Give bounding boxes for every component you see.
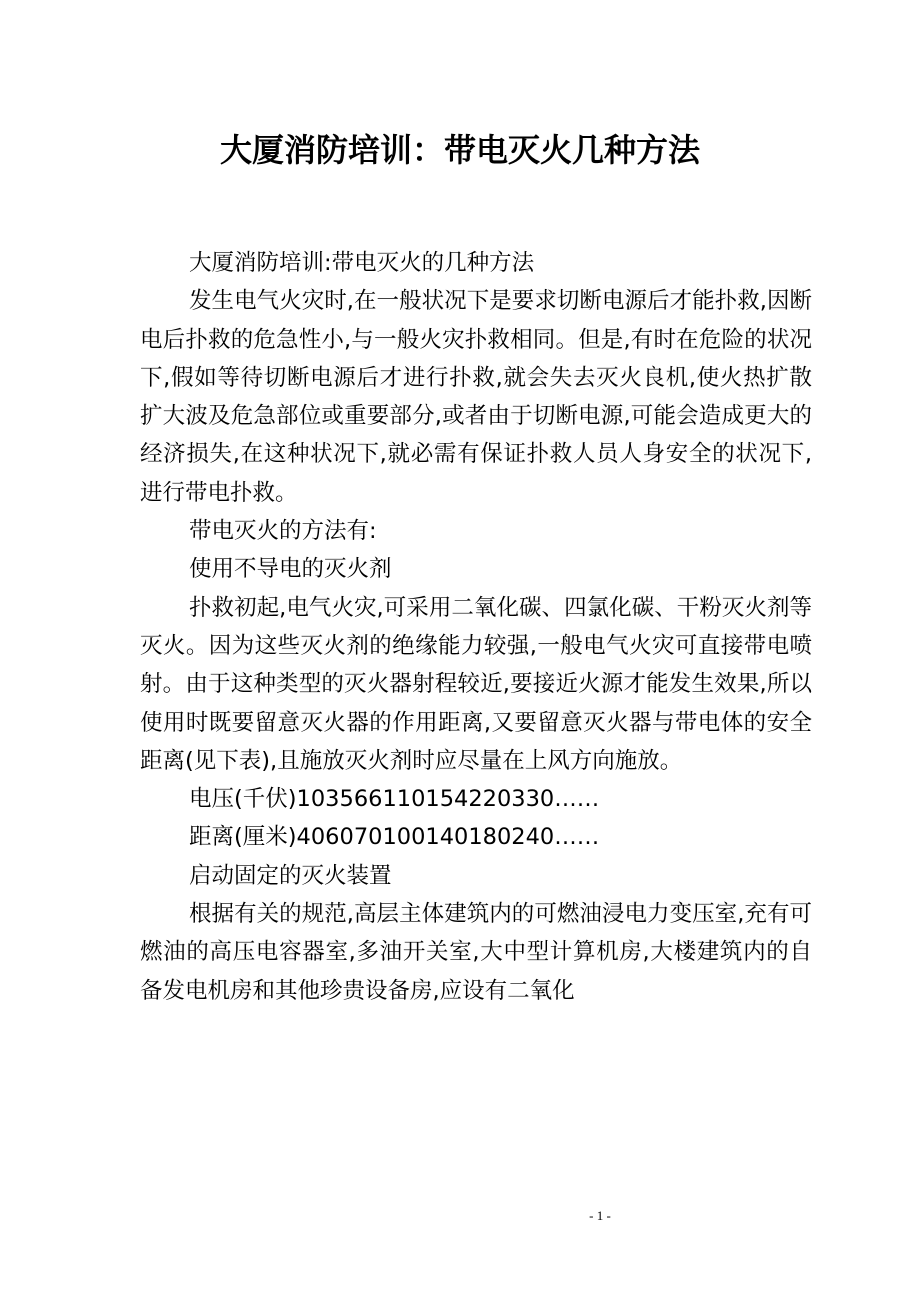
document-body (140, 244, 812, 1010)
body-paragraph: 扑救初起,电气火灾,可采用二氧化碳、四氯化碳、干粉灭火剂等灭火。因为这些灭火剂的绝缘能力较强,一般电气火灾可直接带电喷射。由于这种类型的灭火器射程较近,要接近火源才能发生效果,所以使用时既要留意灭火器的作用距离,又要留意灭火器与带电体的安全距离(见下表),且施放灭火剂时应尽量在上风方向施放。 (140, 594, 812, 774)
page-number: - 1 - (589, 1208, 611, 1223)
voltage-row: 电压(千伏)103566110154220330…… (189, 786, 600, 813)
method-intro: 带电灭火的方法有: (189, 518, 377, 545)
body-paragraph: 发生电气火灾时,在一般状况下是要求切断电源后才能扑救,因断电后扑救的危急性小,与一般火灾扑救相同。但是,有时在危险的状况下,假如等待切断电源后才进行扑救,就会失去灭火良机,使火热扩散扩大波及危急部位或重要部分,或者由于切断电源,可能会造成更大的经济损失,在这种状况下,就必需有保证扑救人员人身安全的状况下,进行带电扑救。 (140, 288, 812, 506)
document-title: 大厦消防培训：带电灭火几种方法 (219, 131, 700, 169)
body-paragraph: 根据有关的规范,高层主体建筑内的可燃油浸电力变压室,充有可燃油的高压电容器室,多油开关室,大中型计算机房,大楼建筑内的自备发电机房和其他珍贵设备房,应设有二氧化 (140, 901, 812, 1004)
method-heading: 启动固定的灭火装置 (189, 862, 392, 889)
method-heading: 使用不导电的灭火剂 (189, 556, 392, 583)
distance-row: 距离(厘米)406070100140180240…… (189, 824, 600, 851)
section-heading: 大厦消防培训:带电灭火的几种方法 (189, 250, 535, 276)
